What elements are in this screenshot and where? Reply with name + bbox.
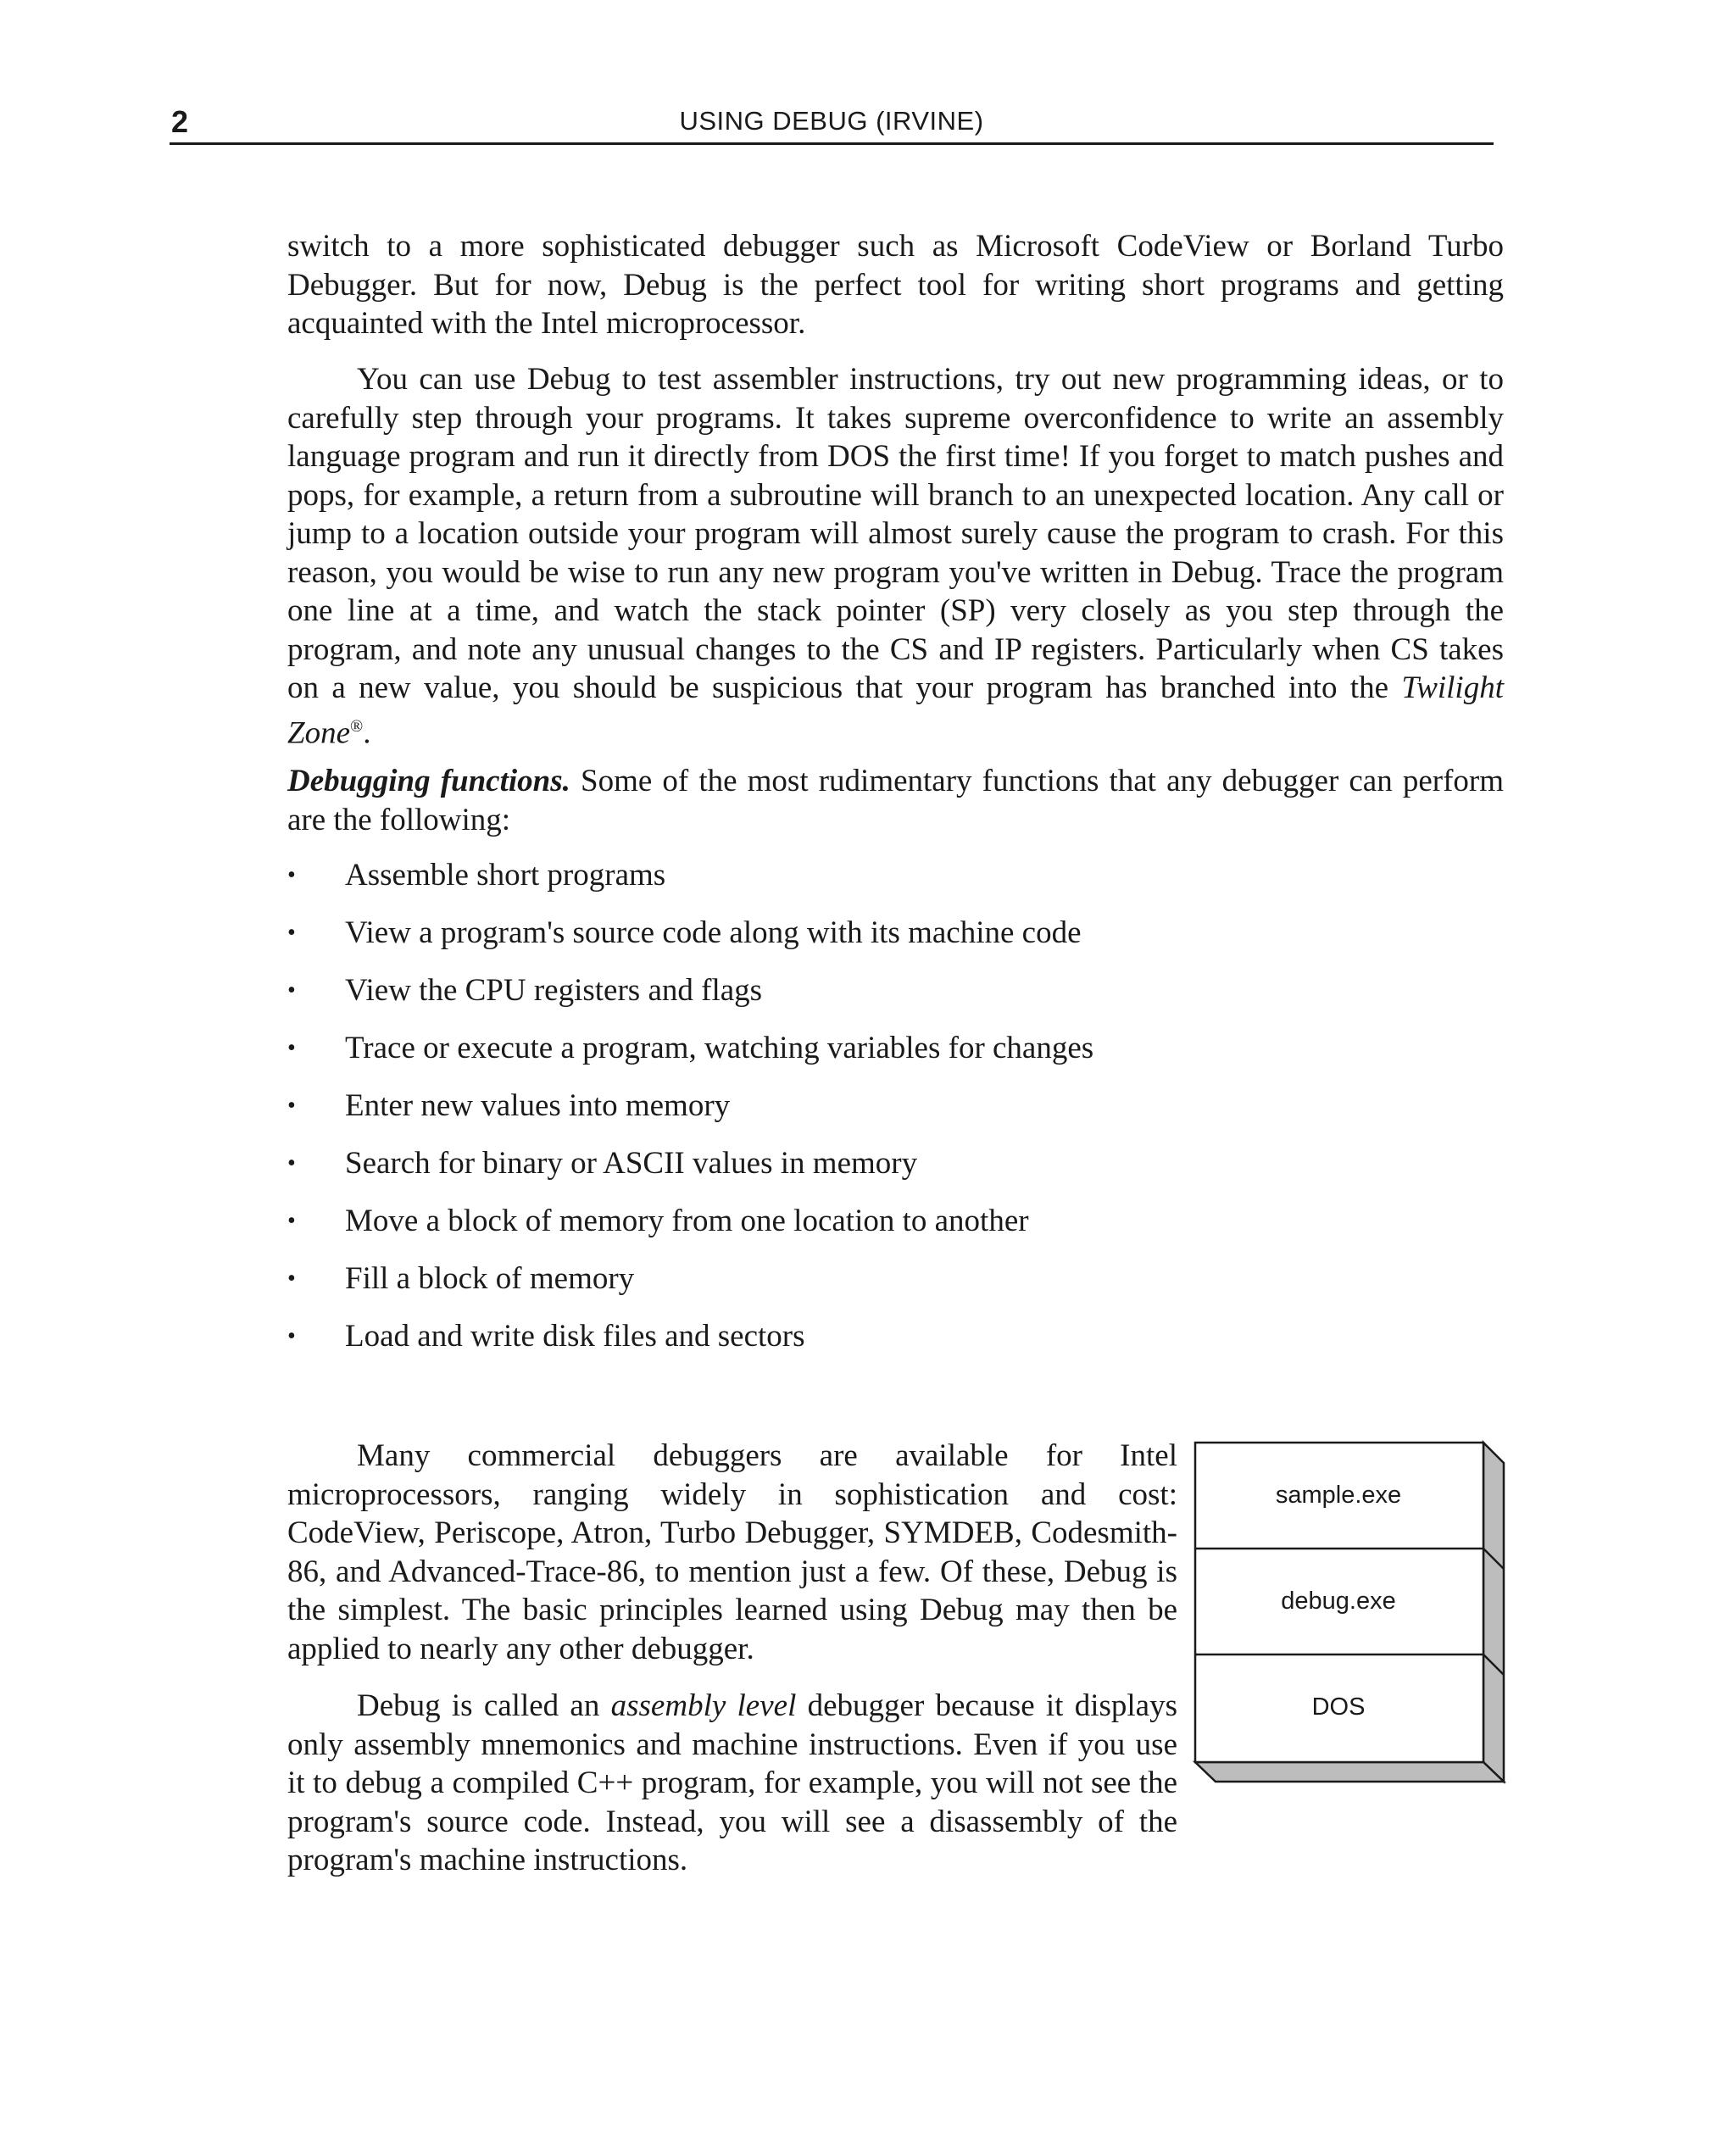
list-item [287,856,1504,914]
memory-stack-diagram [1194,1441,1504,1782]
debugging-functions-paragraph [287,762,1504,839]
bullet: • [287,1208,296,1234]
bullet: • [287,1093,296,1119]
bullet: • [287,1150,296,1176]
list-item-text: Trace or execute a program, watching variables for changes [345,1031,1094,1065]
bullet: • [287,1265,296,1292]
commercial-debuggers-paragraph: Many commercial debuggers are available for Intel microprocessors, ranging widely in sophistication and cost: CodeView, Periscope, Atron, Turbo Debugger, SYMDEB, Codesmith-86, and Advanced-Trace-86, to mention just a few. Of these, Debug is the simplest. The basic principles learned using Debug may then be applied to nearly any other debugger. [287,1438,1177,1666]
list-item-text: View a program's source code along with its machine code [345,915,1082,950]
bullet: • [287,977,296,1004]
debugging-functions-text: Some of the most rudimentary functions that any debugger can perform are the following: [287,764,1505,837]
assembly-level-text-before: Debug is called an [357,1688,611,1723]
assembly-level-text-after: debugger because it displays only assembly mnemonics and machine instructions. Even if you use it to debug a compiled C++ program, for example, you will not see the program's source code. Instead, you will see a disassembly of the program's machine instructions. [287,1688,1177,1877]
bullet: • [287,862,296,888]
list-item-text: Assemble short programs [345,858,666,893]
stack-side-face [1483,1443,1504,1782]
use-debug-paragraph [287,360,1504,752]
list-item [287,1029,1504,1087]
layer-label-sample-exe: sample.exe [1275,1482,1402,1509]
running-title: USING DEBUG (IRVINE) [679,106,984,136]
list-item [287,1202,1504,1260]
debugging-functions-heading: Debugging functions. [287,764,570,798]
intro-paragraph: switch to a more sophisticated debugger such as Microsoft CodeView or Borland Turbo Debugger. But for now, Debug is the perfect tool for writing short programs and getting acquainted with the Intel microprocessor. [287,229,1504,341]
debugging-functions-list [287,856,1504,1375]
use-debug-end: . [363,715,371,750]
list-item-text: Load and write disk files and sectors [345,1319,805,1354]
layer-label-dos: DOS [1311,1693,1366,1721]
list-item-text: Enter new values into memory [345,1088,731,1123]
list-item [287,1087,1504,1144]
bullet: • [287,1035,296,1061]
list-item [287,914,1504,971]
bullet: • [287,1323,296,1349]
running-header [170,103,1494,145]
use-debug-text: You can use Debug to test assembler instructions, try out new programming ideas, or to carefully step through your programs. It takes supreme overconfidence to write an assembly language program and run it directly from DOS the first time! If you forget to match pushes and pops, for example, a return from a subroutine will branch to an unexpected location. Any call or jump to a location outside your program will almost surely cause the program to crash. For this reason, you would be wise to run any new program you've written in Debug. Trace the program one line at a time, and watch the stack pointer (SP) very closely as you step through the program, and note any unusual changes to the CS and IP registers. Particularly when CS takes on a new value, you should be suspicious that your program has branched into the [287,362,1504,705]
layer-label-debug-exe: debug.exe [1281,1588,1396,1615]
list-item [287,971,1504,1029]
page-number: 2 [171,104,189,139]
list-item [287,1260,1504,1317]
registered-mark: ® [350,716,364,736]
list-item-text: Fill a block of memory [345,1261,635,1296]
assembly-level-emphasis: assembly level [610,1688,797,1723]
stack-bottom-face [1195,1762,1504,1782]
list-item-text: Search for binary or ASCII values in memory [345,1146,918,1181]
list-item [287,1144,1504,1202]
bullet: • [287,920,296,946]
list-item-text: View the CPU registers and flags [345,973,763,1008]
list-item [287,1317,1504,1375]
twilight-zone-emphasis: Twilight Zone [287,670,1504,750]
assembly-level-paragraph [287,1687,1177,1880]
list-item-text: Move a block of memory from one location to another [345,1204,1029,1238]
